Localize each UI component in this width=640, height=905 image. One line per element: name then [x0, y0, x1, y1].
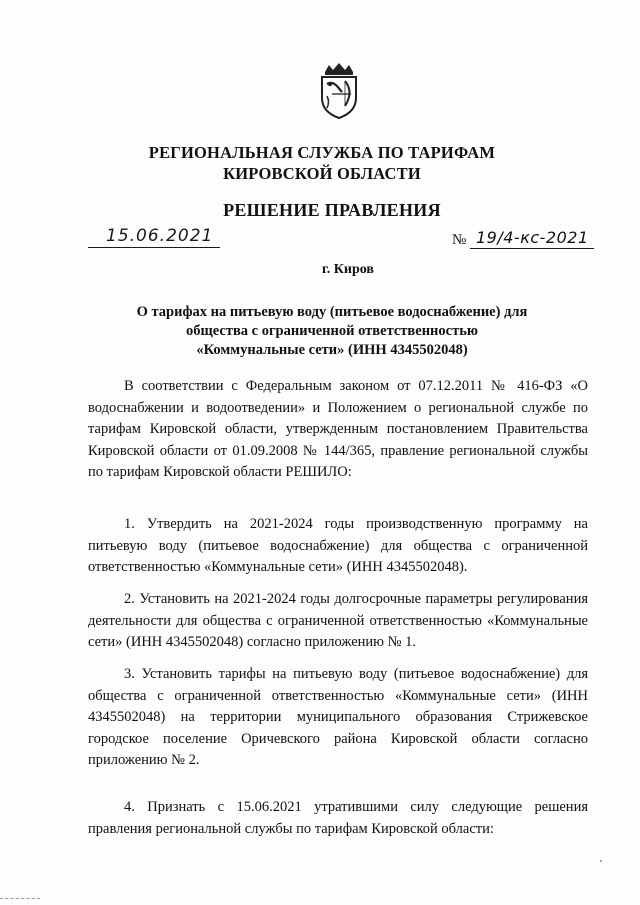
- scan-speck: [600, 860, 602, 862]
- city: г. Киров: [322, 262, 374, 277]
- decision-number: 19/4-кс-2021: [470, 228, 594, 249]
- decision-date: 15.06.2021: [88, 226, 220, 248]
- subject-line1: О тарифах на питьевую воду (питьевое водоснабжение) для: [136, 304, 528, 320]
- kirov-coat-of-arms-icon: [318, 62, 360, 120]
- org-name-line2: КИРОВСКОЙ ОБЛАСТИ: [223, 164, 421, 183]
- item-1-paragraph: 1. Утвердить на 2021-2024 годы производственную программу на питьевую воду (питьевое водоснабжение) для общества с ограниченной ответственностью «Коммунальные сети» (ИНН 4345502048).: [88, 516, 588, 575]
- number-sign: №: [452, 232, 467, 248]
- item-2-paragraph: 2. Установить на 2021-2024 годы долгосрочные параметры регулирования деятельности для общества с ограниченной ответственностью «Коммунальные сети» (ИНН 4345502048) согласно приложению № 1.: [88, 591, 588, 650]
- subject-line2: общества с ограниченной ответственностью: [186, 323, 478, 339]
- item-4-paragraph: 4. Признать с 15.06.2021 утратившими силу следующие решения правления региональной службы по тарифам Кировской области:: [88, 799, 588, 837]
- decision-number-block: [452, 228, 594, 250]
- item-3-paragraph: 3. Установить тарифы на питьевую воду (питьевое водоснабжение) для общества с ограниченной ответственностью «Коммунальные сети» (ИНН 4345502048) на территории муниципального образования Стрижевское городское поселение Оричевского района Кировской области согласно приложению № 2.: [88, 666, 588, 768]
- decision-title: РЕШЕНИЕ ПРАВЛЕНИЯ: [223, 200, 441, 220]
- org-name-line1: РЕГИОНАЛЬНАЯ СЛУЖБА ПО ТАРИФАМ: [148, 143, 496, 162]
- scan-edge-mark: [0, 898, 40, 900]
- subject-line3: «Коммунальные сети» (ИНН 4345502048): [196, 342, 468, 358]
- preamble-paragraph: В соответствии с Федеральным законом от 07.12.2011 № 416-ФЗ «О водоснабжении и водоотведении» и Положением о региональной службе по тарифам Кировской области, утвержденным постановлением Правительства Кировской области от 01.09.2008 № 144/365, правление региональной службы по тарифам Кировской области РЕШИЛО:: [88, 378, 588, 480]
